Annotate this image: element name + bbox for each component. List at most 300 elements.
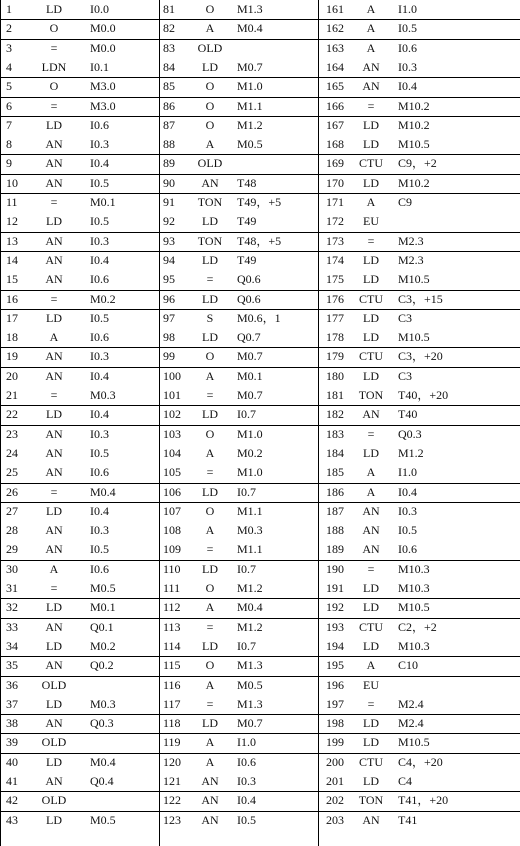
instruction-mnemonic: AN	[45, 349, 63, 364]
instruction-operand: C4	[398, 774, 413, 788]
instruction-operand: C4，+20	[398, 754, 443, 769]
instruction-operand: M0.4	[237, 600, 263, 615]
instruction-operand: I0.5	[90, 214, 109, 229]
instruction-mnemonic: A	[205, 445, 215, 460]
step-number: 194	[326, 638, 344, 653]
step-number: 90	[163, 175, 175, 190]
instruction-mnemonic: AN	[45, 774, 63, 788]
step-number: 168	[326, 137, 344, 152]
instruction-mnemonic: AN	[45, 426, 63, 441]
instruction-operand: T48	[237, 175, 257, 190]
instruction-operand: I0.6	[90, 117, 109, 132]
instruction-operand: C9	[398, 195, 413, 209]
step-number: 17	[6, 310, 18, 325]
instruction-operand: M1.2	[237, 581, 263, 595]
instruction-mnemonic: AN	[201, 175, 219, 190]
instruction-operand: I0.3	[398, 503, 417, 518]
instruction-mnemonic: LD	[202, 291, 218, 306]
instruction-mnemonic: =	[367, 561, 375, 576]
step-number: 190	[326, 561, 344, 576]
step-number: 85	[163, 79, 175, 94]
step-number: 161	[326, 2, 344, 16]
instruction-operand: M1.1	[237, 503, 263, 518]
step-number: 170	[326, 175, 344, 190]
step-number: 24	[6, 445, 18, 460]
instruction-operand: C9，+2	[398, 156, 437, 171]
instruction-mnemonic: AN	[45, 233, 63, 248]
instruction-mnemonic: AN	[45, 619, 63, 634]
instruction-operand: T49	[237, 252, 257, 267]
instruction-mnemonic: OLD	[197, 40, 223, 55]
instruction-mnemonic: =	[206, 619, 214, 634]
instruction-operand: I0.4	[237, 793, 256, 808]
instruction-operand: M1.0	[237, 465, 263, 480]
instruction-operand: M0.3	[90, 388, 116, 402]
instruction-operand: Q0.7	[237, 330, 261, 345]
step-number: 41	[6, 774, 18, 788]
instruction-mnemonic: AN	[362, 523, 380, 538]
instruction-operand: I0.6	[398, 542, 417, 557]
instruction-mnemonic: LD	[363, 330, 379, 345]
instruction-operand: M1.2	[237, 619, 263, 634]
instruction-mnemonic: LD	[363, 735, 379, 750]
instruction-mnemonic: LD	[46, 503, 62, 518]
step-number: 31	[6, 581, 18, 595]
step-number: 182	[326, 407, 344, 422]
instruction-operand: Q0.1	[90, 619, 114, 634]
instruction-mnemonic: A	[366, 484, 376, 499]
step-number: 10	[6, 175, 18, 190]
step-number: 87	[163, 117, 175, 132]
step-number: 173	[326, 233, 344, 248]
step-number: 84	[163, 59, 175, 74]
instruction-mnemonic: TON	[358, 388, 384, 402]
step-number: 27	[6, 503, 18, 518]
step-number: 96	[163, 291, 175, 306]
step-number: 176	[326, 291, 344, 306]
instruction-mnemonic: =	[50, 484, 58, 499]
instruction-mnemonic: AN	[362, 503, 380, 518]
step-number: 25	[6, 465, 18, 480]
instruction-operand: I0.3	[90, 233, 109, 248]
instruction-operand: M0.6，1	[237, 310, 281, 325]
instruction-mnemonic: AN	[201, 793, 219, 808]
step-number: 23	[6, 426, 18, 441]
step-number: 20	[6, 368, 18, 383]
instruction-operand: M1.2	[237, 117, 263, 132]
step-number: 179	[326, 349, 344, 364]
step-number: 11	[6, 195, 18, 209]
instruction-mnemonic: O	[205, 503, 215, 518]
instruction-operand: I0.1	[90, 59, 109, 74]
step-number: 181	[326, 388, 344, 402]
instruction-operand: M2.4	[398, 716, 424, 731]
instruction-mnemonic: LD	[46, 638, 62, 653]
instruction-operand: M2.3	[398, 252, 424, 267]
instruction-mnemonic: AN	[45, 175, 63, 190]
step-number: 198	[326, 716, 344, 731]
instruction-mnemonic: O	[205, 79, 215, 94]
step-number: 175	[326, 272, 344, 287]
step-number: 115	[163, 658, 181, 673]
step-number: 187	[326, 503, 344, 518]
row-divider	[0, 483, 520, 484]
step-number: 193	[326, 619, 344, 634]
step-number: 36	[6, 677, 18, 692]
instruction-operand: M0.5	[237, 677, 263, 692]
step-number: 34	[6, 638, 18, 653]
step-number: 12	[6, 214, 18, 229]
step-number: 98	[163, 330, 175, 345]
instruction-mnemonic: A	[205, 368, 215, 383]
instruction-operand: M10.5	[398, 330, 430, 345]
step-number: 199	[326, 735, 344, 750]
step-number: 104	[163, 445, 181, 460]
instruction-operand: M10.3	[398, 561, 430, 576]
instruction-operand: I0.4	[90, 407, 109, 422]
instruction-mnemonic: TON	[197, 195, 223, 209]
instruction-operand: I0.5	[398, 21, 417, 36]
instruction-mnemonic: LD	[46, 696, 62, 711]
instruction-operand: M3.0	[90, 98, 116, 113]
instruction-mnemonic: O	[205, 349, 215, 364]
instruction-operand: C3	[398, 310, 413, 325]
step-number: 5	[6, 79, 12, 94]
step-number: 82	[163, 21, 175, 36]
step-number: 35	[6, 658, 18, 673]
instruction-operand: M0.2	[90, 638, 116, 653]
instruction-mnemonic: LD	[202, 214, 218, 229]
instruction-mnemonic: LDN	[41, 59, 67, 74]
step-number: 9	[6, 156, 12, 171]
step-number: 123	[163, 812, 181, 827]
instruction-operand: I0.3	[90, 426, 109, 441]
instruction-mnemonic: CTU	[359, 349, 383, 364]
step-number: 32	[6, 600, 18, 615]
instruction-mnemonic: AN	[45, 523, 63, 538]
instruction-operand: I0.3	[90, 137, 109, 152]
instruction-mnemonic: A	[205, 137, 215, 152]
step-number: 89	[163, 156, 175, 171]
step-number: 86	[163, 98, 175, 113]
step-number: 88	[163, 137, 175, 152]
instruction-operand: I1.0	[398, 465, 417, 480]
step-number: 37	[6, 696, 18, 711]
step-number: 109	[163, 542, 181, 557]
instruction-operand: Q0.4	[90, 774, 114, 788]
instruction-mnemonic: =	[50, 40, 58, 55]
instruction-operand: T40，+20	[398, 388, 449, 402]
instruction-mnemonic: LD	[363, 581, 379, 595]
instruction-operand: I0.5	[90, 542, 109, 557]
instruction-mnemonic: LD	[363, 774, 379, 788]
step-number: 121	[163, 774, 181, 788]
instruction-mnemonic: =	[206, 542, 214, 557]
step-number: 200	[326, 754, 344, 769]
instruction-mnemonic: AN	[45, 137, 63, 152]
instruction-operand: M10.2	[398, 175, 430, 190]
instruction-mnemonic: LD	[46, 310, 62, 325]
instruction-mnemonic: LD	[363, 117, 379, 132]
instruction-mnemonic: CTU	[359, 754, 383, 769]
row-divider	[0, 811, 520, 812]
instruction-mnemonic: LD	[46, 117, 62, 132]
instruction-operand: M0.0	[90, 40, 116, 55]
instruction-operand: T49	[237, 214, 257, 229]
step-number: 97	[163, 310, 175, 325]
step-number: 188	[326, 523, 344, 538]
instruction-operand: I0.3	[90, 349, 109, 364]
instruction-operand: I0.6	[90, 561, 109, 576]
instruction-operand: M0.7	[237, 349, 263, 364]
instruction-operand: I0.4	[90, 252, 109, 267]
step-number: 122	[163, 793, 181, 808]
step-number: 185	[326, 465, 344, 480]
instruction-operand: T48，+5	[237, 233, 282, 248]
instruction-operand: I0.5	[398, 523, 417, 538]
step-number: 22	[6, 407, 18, 422]
column-separator	[318, 0, 319, 846]
instruction-mnemonic: LD	[363, 310, 379, 325]
step-number: 39	[6, 735, 18, 750]
instruction-mnemonic: CTU	[359, 619, 383, 634]
instruction-mnemonic: =	[50, 195, 58, 209]
instruction-mnemonic: OLD	[41, 793, 67, 808]
instruction-operand: M0.1	[90, 195, 116, 209]
instruction-operand: M1.0	[237, 79, 263, 94]
instruction-mnemonic: LD	[363, 445, 379, 460]
instruction-mnemonic: AN	[201, 812, 219, 827]
instruction-operand: M1.1	[237, 98, 263, 113]
instruction-operand: M0.5	[237, 137, 263, 152]
step-number: 3	[6, 40, 12, 55]
row-divider	[0, 560, 520, 561]
instruction-operand: I0.7	[237, 484, 256, 499]
instruction-mnemonic: A	[49, 330, 59, 345]
step-number: 106	[163, 484, 181, 499]
instruction-mnemonic: O	[205, 98, 215, 113]
step-number: 174	[326, 252, 344, 267]
instruction-mnemonic: =	[50, 98, 58, 113]
instruction-operand: I1.0	[237, 735, 256, 750]
instruction-operand: M1.1	[237, 542, 263, 557]
instruction-operand: M0.5	[90, 812, 116, 827]
step-number: 83	[163, 40, 175, 55]
instruction-mnemonic: LD	[202, 561, 218, 576]
instruction-operand: Q0.2	[90, 658, 114, 673]
step-number: 111	[163, 581, 181, 595]
step-number: 30	[6, 561, 18, 576]
instruction-operand: T41，+20	[398, 793, 449, 808]
step-number: 114	[163, 638, 181, 653]
step-number: 8	[6, 137, 12, 152]
instruction-mnemonic: AN	[45, 542, 63, 557]
row-divider	[0, 251, 520, 252]
instruction-operand: M10.5	[398, 735, 430, 750]
step-number: 178	[326, 330, 344, 345]
instruction-operand: M0.7	[237, 388, 263, 402]
step-number: 93	[163, 233, 175, 248]
instruction-mnemonic: EU	[363, 214, 379, 229]
instruction-operand: I0.5	[237, 812, 256, 827]
instruction-mnemonic: A	[205, 754, 215, 769]
step-number: 118	[163, 716, 181, 731]
instruction-mnemonic: =	[367, 426, 375, 441]
instruction-mnemonic: O	[205, 581, 215, 595]
instruction-mnemonic: S	[206, 310, 214, 325]
instruction-operand: M0.4	[90, 484, 116, 499]
instruction-operand: M3.0	[90, 79, 116, 94]
instruction-operand: M1.2	[398, 445, 424, 460]
step-number: 102	[163, 407, 181, 422]
step-number: 105	[163, 465, 181, 480]
instruction-operand: C2，+2	[398, 619, 437, 634]
instruction-mnemonic: =	[206, 696, 214, 711]
instruction-mnemonic: AN	[201, 774, 219, 788]
instruction-mnemonic: LD	[202, 716, 218, 731]
step-number: 92	[163, 214, 175, 229]
instruction-mnemonic: LD	[202, 638, 218, 653]
step-number: 189	[326, 542, 344, 557]
instruction-mnemonic: AN	[45, 156, 63, 171]
step-number: 203	[326, 812, 344, 827]
instruction-operand: I0.0	[90, 2, 109, 16]
instruction-operand: T49，+5	[237, 195, 282, 209]
instruction-operand: M0.1	[237, 368, 263, 383]
instruction-mnemonic: =	[206, 388, 214, 402]
instruction-mnemonic: A	[366, 465, 376, 480]
instruction-mnemonic: =	[206, 465, 214, 480]
instruction-mnemonic: O	[49, 21, 59, 36]
column-separator	[159, 0, 160, 846]
instruction-mnemonic: TON	[358, 793, 384, 808]
step-number: 99	[163, 349, 175, 364]
step-number: 113	[163, 619, 181, 634]
instruction-mnemonic: A	[366, 2, 376, 16]
step-number: 29	[6, 542, 18, 557]
step-number: 119	[163, 735, 181, 750]
instruction-operand: C3，+15	[398, 291, 443, 306]
instruction-operand: I1.0	[398, 2, 417, 16]
instruction-mnemonic: =	[206, 272, 214, 287]
instruction-operand: I0.4	[90, 503, 109, 518]
instruction-operand: I0.6	[237, 754, 256, 769]
instruction-mnemonic: LD	[202, 330, 218, 345]
step-number: 112	[163, 600, 181, 615]
step-number: 197	[326, 696, 344, 711]
instruction-mnemonic: =	[50, 291, 58, 306]
instruction-mnemonic: AN	[45, 445, 63, 460]
instruction-operand: I0.5	[90, 310, 109, 325]
instruction-operand: M1.3	[237, 696, 263, 711]
instruction-operand: M1.3	[237, 2, 263, 16]
step-number: 183	[326, 426, 344, 441]
instruction-mnemonic: TON	[197, 233, 223, 248]
instruction-operand: I0.3	[398, 59, 417, 74]
step-number: 162	[326, 21, 344, 36]
step-number: 165	[326, 79, 344, 94]
instruction-mnemonic: LD	[202, 59, 218, 74]
instruction-mnemonic: A	[49, 561, 59, 576]
instruction-mnemonic: O	[205, 658, 215, 673]
instruction-operand: M10.3	[398, 638, 430, 653]
instruction-mnemonic: LD	[202, 407, 218, 422]
instruction-operand: T40	[398, 407, 418, 422]
instruction-mnemonic: LD	[202, 252, 218, 267]
instruction-mnemonic: LD	[46, 214, 62, 229]
instruction-operand: I0.4	[90, 156, 109, 171]
instruction-operand: I0.6	[90, 465, 109, 480]
instruction-mnemonic: OLD	[41, 735, 67, 750]
instruction-mnemonic: A	[366, 195, 376, 209]
instruction-operand: C3	[398, 368, 413, 383]
instruction-mnemonic: CTU	[359, 291, 383, 306]
step-number: 26	[6, 484, 18, 499]
instruction-operand: Q0.3	[90, 716, 114, 731]
instruction-operand: M10.5	[398, 137, 430, 152]
step-number: 172	[326, 214, 344, 229]
step-number: 2	[6, 21, 12, 36]
step-number: 42	[6, 793, 18, 808]
instruction-operand: I0.7	[237, 407, 256, 422]
instruction-mnemonic: A	[205, 735, 215, 750]
instruction-operand: M0.7	[237, 716, 263, 731]
instruction-mnemonic: O	[49, 79, 59, 94]
instruction-operand: M10.5	[398, 600, 430, 615]
step-number: 167	[326, 117, 344, 132]
instruction-mnemonic: LD	[363, 137, 379, 152]
instruction-operand: M2.3	[398, 233, 424, 248]
instruction-mnemonic: AN	[45, 368, 63, 383]
instruction-operand: I0.3	[237, 774, 256, 788]
step-number: 95	[163, 272, 175, 287]
step-number: 196	[326, 677, 344, 692]
instruction-operand: T41	[398, 812, 418, 827]
instruction-operand: M0.4	[237, 21, 263, 36]
step-number: 40	[6, 754, 18, 769]
step-number: 107	[163, 503, 181, 518]
instruction-mnemonic: LD	[363, 272, 379, 287]
instruction-mnemonic: =	[367, 696, 375, 711]
instruction-mnemonic: LD	[363, 638, 379, 653]
instruction-mnemonic: AN	[45, 272, 63, 287]
instruction-mnemonic: A	[205, 677, 215, 692]
instruction-mnemonic: LD	[46, 754, 62, 769]
instruction-operand: Q0.6	[237, 291, 261, 306]
step-number: 177	[326, 310, 344, 325]
instruction-operand: M1.0	[237, 426, 263, 441]
step-number: 195	[326, 658, 344, 673]
instruction-mnemonic: LD	[46, 407, 62, 422]
step-number: 38	[6, 716, 18, 731]
row-divider	[0, 39, 520, 40]
instruction-mnemonic: LD	[202, 484, 218, 499]
step-number: 117	[163, 696, 181, 711]
instruction-operand: M0.3	[237, 523, 263, 538]
instruction-mnemonic: LD	[46, 812, 62, 827]
instruction-mnemonic: EU	[363, 677, 379, 692]
instruction-operand: C3，+20	[398, 349, 443, 364]
instruction-operand: M0.2	[237, 445, 263, 460]
instruction-mnemonic: A	[205, 21, 215, 36]
instruction-mnemonic: O	[205, 2, 215, 16]
instruction-operand: I0.6	[90, 330, 109, 345]
instruction-mnemonic: A	[366, 658, 376, 673]
instruction-operand: I0.6	[398, 40, 417, 55]
step-number: 169	[326, 156, 344, 171]
instruction-operand: M0.5	[90, 581, 116, 595]
step-number: 110	[163, 561, 181, 576]
